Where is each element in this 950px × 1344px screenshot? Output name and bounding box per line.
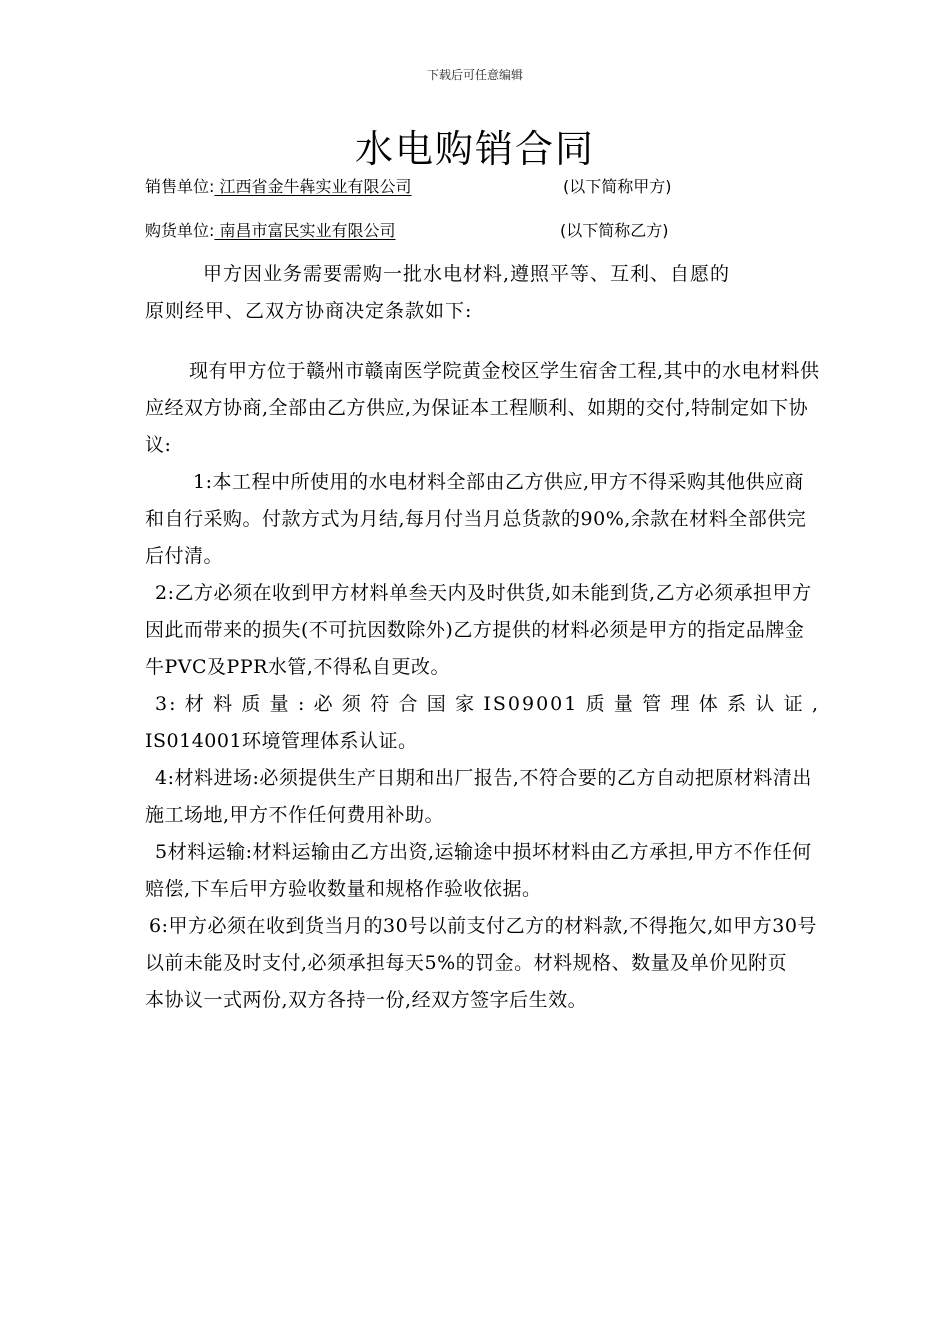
buyer-line xyxy=(145,219,845,243)
clause-6: 6:甲方必须在收到货当月的30号以前支付乙方的材料款,不得拖欠,如甲方30号以前未能及时支付,必须承担每天5%的罚金。材料规格、数量及单价见附页 xyxy=(145,915,817,974)
clause-1: 1:本工程中所使用的水电材料全部由乙方供应,甲方不得采购其他供应商和自行采购。付款方式为月结,每月付当月总货款的90%,余款在材料全部供完后付清。 xyxy=(145,471,807,567)
header-note: 下载后可任意编辑 xyxy=(426,68,523,82)
clause-3: 3:材料质量:必须符合国家IS09001质量管理体系认证, xyxy=(155,693,820,715)
contract-title: 水电购销合同 xyxy=(354,127,595,171)
intro-paragraph xyxy=(145,256,820,330)
closing-paragraph: 本协议一式两份,双方各持一份,经双方签字后生效。 xyxy=(145,989,588,1011)
buyer-label: 购货单位: xyxy=(145,221,215,240)
intro-line-2: 原则经甲、乙双方协商决定条款如下: xyxy=(145,300,473,322)
buyer-name: 南昌市富民实业有限公司 xyxy=(214,221,396,240)
seller-alias: (以下简称甲方) xyxy=(563,177,672,196)
clause-3-continued: IS014001环境管理体系认证。 xyxy=(145,730,418,752)
buyer-alias: (以下简称乙方) xyxy=(560,221,669,240)
seller-line xyxy=(145,175,845,199)
intro-line-1: 甲方因业务需要需购一批水电材料,遵照平等、互利、自愿的 xyxy=(203,263,731,285)
preamble-paragraph: 现有甲方位于赣州市赣南医学院黄金校区学生宿舍工程,其中的水电材料供应经双方协商,全部由乙方供应,为保证本工程顺利、如期的交付,特制定如下协议: xyxy=(145,360,820,456)
seller-name: 江西省金牛犇实业有限公司 xyxy=(214,177,412,196)
clause-5: 5材料运输:材料运输由乙方出资,运输途中损坏材料由乙方承担,甲方不作任何赔偿,下车后甲方验收数量和规格作验收依据。 xyxy=(145,841,812,900)
clause-4: 4:材料进场:必须提供生产日期和出厂报告,不符合要的乙方自动把原材料清出施工场地,甲方不作任何费用补助。 xyxy=(145,767,812,826)
seller-label: 销售单位: xyxy=(145,177,215,196)
clause-2: 2:乙方必须在收到甲方材料单叁天内及时供货,如未能到货,乙方必须承担甲方因此而带来的损失(不可抗因数除外)乙方提供的材料必须是甲方的指定品牌金牛PVC及PPR水管,不得私自更改。 xyxy=(145,582,812,678)
contract-clauses xyxy=(145,353,820,1019)
